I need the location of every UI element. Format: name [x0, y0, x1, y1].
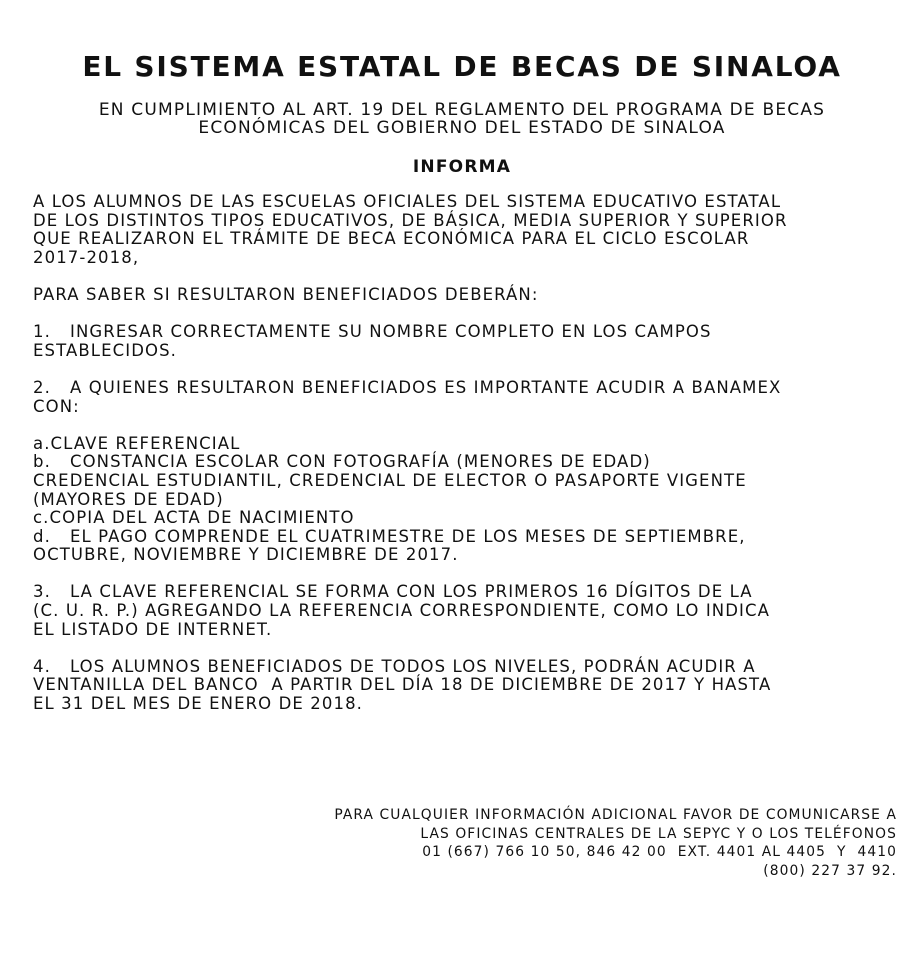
lead-paragraph [33, 286, 903, 305]
lead-line: PARA SABER SI RESULTARON BENEFICIADOS DEBERÁN: [33, 284, 539, 304]
subitem-d-line-2: OCTUBRE, NOVIEMBRE Y DICIEMBRE DE 2017. [33, 545, 459, 565]
item-2-line-2: CON: [33, 396, 80, 416]
intro-line-4: 2017-2018, [33, 247, 140, 267]
item-3-line-2: (C. U. R. P.) AGREGANDO LA REFERENCIA CORRESPONDIENTE, COMO LO INDICA [33, 601, 771, 621]
item-3 [33, 583, 903, 639]
informa-heading: INFORMA [412, 157, 512, 177]
item-2-line-1: 2. A QUIENES RESULTARON BENEFICIADOS ES IMPORTANTE ACUDIR A BANAMEX [33, 377, 782, 397]
subitem-b-line-3: (MAYORES DE EDAD) [33, 489, 224, 509]
subitem-c: c.COPIA DEL ACTA DE NACIMIENTO [33, 508, 355, 528]
item-4 [33, 658, 903, 714]
subitem-b-line-1: b. CONSTANCIA ESCOLAR CON FOTOGRAFÍA (MENORES DE EDAD) [33, 452, 651, 472]
subitem-a: a.CLAVE REFERENCIAL [33, 433, 241, 453]
subitem-b-line-2: CREDENCIAL ESTUDIANTIL, CREDENCIAL DE ELECTOR O PASAPORTE VIGENTE [33, 470, 747, 490]
subtitle-line-1: EN CUMPLIMIENTO AL ART. 19 DEL REGLAMENTO DEL PROGRAMA DE BECAS [98, 100, 826, 120]
subtitle-line-2: ECONÓMICAS DEL GOBIERNO DEL ESTADO DE SINALOA [198, 118, 726, 138]
item-3-line-1: 3. LA CLAVE REFERENCIAL SE FORMA CON LOS PRIMEROS 16 DÍGITOS DE LA [33, 582, 753, 602]
item-2 [33, 379, 903, 416]
footer-line-3: 01 (667) 766 10 50, 846 42 00 EXT. 4401 AL 4405 Y 4410 [422, 844, 897, 860]
intro-line-3: QUE REALIZARON EL TRÁMITE DE BECA ECONÓMICA PARA EL CICLO ESCOLAR [33, 229, 750, 249]
page-title: EL SISTEMA ESTATAL DE BECAS DE SINALOA [82, 50, 842, 83]
item-2-subitems [33, 435, 903, 565]
item-3-line-3: EL LISTADO DE INTERNET. [33, 619, 273, 639]
item-1 [33, 323, 903, 360]
intro-line-1: A LOS ALUMNOS DE LAS ESCUELAS OFICIALES DEL SISTEMA EDUCATIVO ESTATAL [33, 192, 782, 211]
item-4-line-2: VENTANILLA DEL BANCO A PARTIR DEL DÍA 18 DE DICIEMBRE DE 2017 Y HASTA [33, 675, 772, 695]
intro-line-2: DE LOS DISTINTOS TIPOS EDUCATIVOS, DE BÁSICA, MEDIA SUPERIOR Y SUPERIOR [33, 210, 788, 230]
footer-line-4: (800) 227 37 92. [763, 862, 897, 879]
notice-body [33, 193, 903, 714]
item-1-line-1: 1. INGRESAR CORRECTAMENTE SU NOMBRE COMPLETO EN LOS CAMPOS [33, 322, 712, 342]
footer-line-1: PARA CUALQUIER INFORMACIÓN ADICIONAL FAVOR DE COMUNICARSE A [334, 807, 897, 823]
item-1-line-2: ESTABLECIDOS. [33, 340, 178, 360]
item-4-line-1: 4. LOS ALUMNOS BENEFICIADOS DE TODOS LOS NIVELES, PODRÁN ACUDIR A [33, 656, 756, 676]
intro-paragraph [33, 193, 903, 267]
contact-footer [197, 806, 897, 880]
footer-line-2: LAS OFICINAS CENTRALES DE LA SEPYC Y O LOS TELÉFONOS [420, 825, 897, 842]
subitem-d-line-1: d. EL PAGO COMPRENDE EL CUATRIMESTRE DE LOS MESES DE SEPTIEMBRE, [33, 526, 746, 546]
subtitle [40, 101, 884, 137]
item-4-line-3: EL 31 DEL MES DE ENERO DE 2018. [33, 694, 364, 714]
